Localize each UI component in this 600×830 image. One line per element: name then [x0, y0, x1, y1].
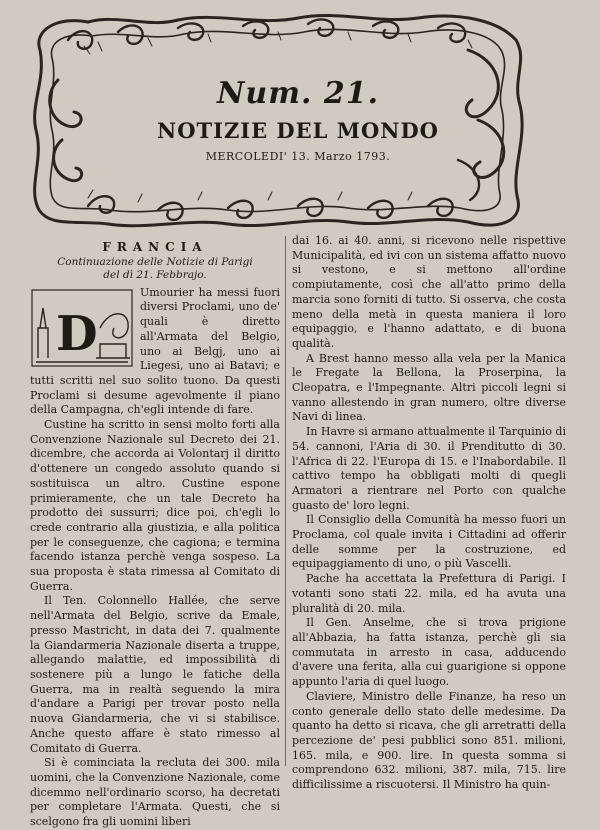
paragraph: Pache ha accettata la Prefettura di Parigi. I votanti sono stati 22. mila, ed ha avuta una pluralità di 20. mila.: [292, 572, 566, 615]
masthead: [28, 10, 528, 232]
paragraph: Custine ha scritto in sensi molto forti alla Convenzione Nazionale sul Decreto dei 21. dicembre, che accorda ai Volontarj il diritto d'ottenere un congedo assoluto quando si sostituisca un altro. Custine espone primieramente, che un tale Decreto ha prodotto dei sussurri; dice poi, ch'egli lo crede contrario alla giustizia, e alla politica per le conseguenze, che cagiona; e termina facendo istanza perchè venga sospeso. La sua proposta è stata rimessa al Comitato di Guerra.: [30, 418, 280, 593]
issue-number: Num. 21.: [216, 76, 380, 111]
continuation-line-2: del dì 21. Febbrajo.: [103, 268, 207, 281]
paragraph: Il Consiglio della Comunità ha messo fuori un Proclama, col quale invita i Cittadini ad offerir delle somme per la costruzione, ed equipaggiamento di uno, o più Vascelli.: [292, 513, 566, 571]
newspaper-title: NOTIZIE DEL MONDO: [157, 118, 439, 143]
right-column: [292, 234, 566, 793]
dropcap-letter: D: [56, 305, 98, 362]
continuation-heading: [30, 256, 280, 282]
paragraph: In Havre si armano attualmente il Tarquinio di 54. cannoni, l'Aria di 30. il Prenditutto di 30. l'Africa di 22. l'Europa di 15. e l'Inabordabile. Il cattivo tempo ha obbligati molti di quegli Armatori a rientrare nel Porto con qualche guasto de' loro legni.: [292, 425, 566, 512]
paragraph: A Brest hanno messo alla vela per la Manica le Fregate la Bellona, la Proserpina, la Cleopatra, e l'Impegnante. Altri piccoli legni si vanno allestendo in gran numero, oltre diverse Navi di linea.: [292, 351, 566, 424]
section-heading: FRANCIA: [102, 240, 208, 254]
paragraph: Il Gen. Anselme, che si trova prigione all'Abbazia, ha fatta istanza, perchè gli sia commutata in arresto in casa, adducendo d'avere una ferita, alla cui guarigione si oppone appunto l'aria di quel luogo.: [292, 616, 566, 689]
tree-icon: [100, 313, 128, 337]
paragraph: dai 16. ai 40. anni, si ricevono nelle rispettive Municipalità, ed ivi con un sistema affatto nuovo si vestono, e si mettono all'ordine compiutamente, così che all'atto primo della marcia sono forniti di tutto. Si osserva, che costa meno della metà in questa maniera il loro equipaggio, e l'hanno adattato, e di buona qualità.: [292, 234, 566, 350]
paragraph: Il Ten. Colonnello Hallée, che serve nell'Armata del Belgio, scrive da Emale, presso Mastricht, in data dei 7. qualmente la Giandarmeria Nazionale diserta a truppe, allegando malattie, ed impossibilità di sostenere più a lungo le fatiche della Guerra, ma in realtà seguendo la mira d'andare a Parigi per trovar posto nella nuova Giandarmeria, che vi si stabilisce. Anche questo affare è stato rimesso al Comitato di Guerra.: [30, 594, 280, 755]
left-column: [30, 240, 280, 830]
continuation-line-1: Continuazione delle Notizie di Parigi: [57, 255, 253, 268]
paragraph: Umourier ha messi fuori diversi Proclami, uno de' quali è diretto all'Armata del Belgio, uno ai Belgj, uno ai Liegesi, uno ai Batavi; e tutti scritti nel suo solito tuono. Da questi Proclami si desume agevolmente il piano della Campagna, ch'egli intende di fare.: [30, 285, 280, 417]
dropcap: [30, 288, 134, 368]
column-divider: [285, 236, 286, 766]
paragraph: Si è cominciata la recluta dei 300. mila uomini, che la Convenzione Nazionale, come dicemmo nell'ordinario scorso, ha decretati per completare l'Armata. Questi, che si scelgono fra gli uomini liberi: [30, 756, 280, 829]
issue-date: MERCOLEDI' 13. Marzo 1793.: [205, 150, 391, 163]
paragraph: Claviere, Ministro delle Finanze, ha reso un conto generale dello stato delle medesime. Da quanto ha detto si ricava, che gli arretratti della percezione de' pesi pubblici sono 851. milioni, 165. mila, e 900. lire. In questa somma si comprendono 632. milioni, 387. mila, 715. lire difficilissime a riscuotersi. Il Ministro ha quin-: [292, 689, 566, 792]
obelisk-icon: [38, 308, 48, 358]
